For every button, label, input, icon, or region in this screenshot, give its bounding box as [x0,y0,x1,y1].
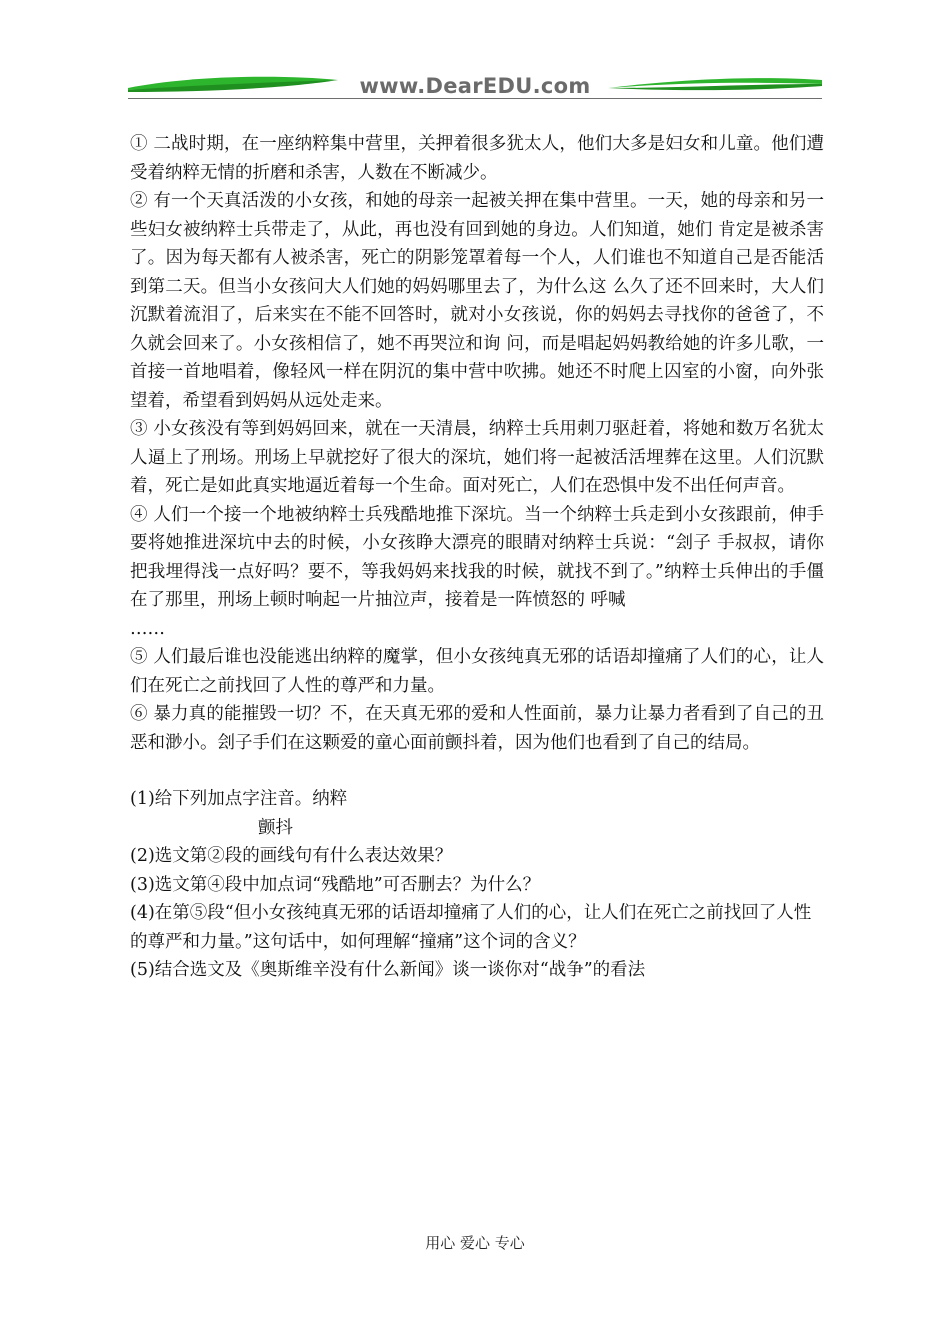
page-header [128,70,822,104]
header-rule [128,98,822,99]
paragraph-4-ellipsis: …… [130,618,165,639]
brand-logo-text: www.DearEDU.com [359,74,591,98]
paragraph-1: ① 二战时期，在一座纳粹集中营里，关押着很多犹太人，他们大多是妇女和儿童。他们遭受着纳粹无情的折磨和杀害，人数在不断减少。 [130,134,824,183]
section-gap [130,757,824,785]
question-2: (2)选文第②段的画线句有什么表达效果？ [130,846,453,866]
question-5: (5)结合选文及《奥斯维辛没有什么新闻》谈一谈你对“战争”的看法 [130,960,646,980]
question-1: (1)给下列加点字注音。纳粹 [130,789,348,809]
question-1-second-word: 颤抖 [258,817,293,838]
question-3: (3)选文第④段中加点词“残酷地”可否删去？为什么？ [130,874,541,895]
document-body [130,130,824,985]
paragraph-4: ④ 人们一个接一个地被纳粹士兵残酷地推下深坑。当一个纳粹士兵走到小女孩跟前，伸手要将她推进深坑中去的时候，小女孩睁大漂亮的眼睛对纳粹士兵说：“刽子 手叔叔，请你把我埋得浅一点好吗？要不，等我妈妈来找我的时候，就找不到了。”纳粹士兵伸出的手僵在了那里，刑场上顿时响起一片抽泣声，接着是一阵愤怒的 呼喊 [130,504,824,610]
paragraph-3: ③ 小女孩没有等到妈妈回来，就在一天清晨，纳粹士兵用刺刀驱赶着，将她和数万名犹太人逼上了刑场。刑场上早就挖好了很大的深坑，她们将一起被活活埋葬在这里。人们沉默着，死亡是如此真实地逼近着每一个生命。面对死亡，人们在恐惧中发不出任何声音。 [130,419,824,496]
paragraph-2: ② 有一个天真活泼的小女孩，和她的母亲一起被关押在集中营里。一天，她的母亲和另一些妇女被纳粹士兵带走了，从此，再也没有回到她的身边。人们知道，她们 肯定是被杀害了。因为每天都有人被杀害，死亡的阴影笼罩着每一个人，人们谁也不知道自己是否能活到第二天。但当小女孩问大人们她的妈妈哪里去了，为什么这 么久了还不回来时，大人们沉默着流泪了，后来实在不能不回答时，就对小女孩说，你的妈妈去寻找你的爸爸了，不久就会回来了。小女孩相信了，她不再哭泣和询 问，而是唱起妈妈教给她的许多儿歌，一首接一首地唱着，像轻风一样在阴沉的集中营中吹拂。她还不时爬上囚室的小窗，向外张望着，希望看到妈妈从远处走来。 [130,191,824,411]
page-footer: 用心 爱心 专心 [425,1234,525,1252]
paragraph-5: ⑤ 人们最后谁也没能逃出纳粹的魔掌，但小女孩纯真无邪的话语却撞痛了人们的心，让人们在死亡之前找回了人性的尊严和力量。 [130,647,824,696]
paragraph-6: ⑥ 暴力真的能摧毁一切？不，在天真无邪的爱和人性面前，暴力让暴力者看到了自己的丑恶和渺小。刽子手们在这颗爱的童心面前颤抖着，因为他们也看到了自己的结局。 [130,704,824,753]
question-4: (4)在第⑤段“但小女孩纯真无邪的话语却撞痛了人们的心，让人们在死亡之前找回了人性的尊严和力量。”这句话中，如何理解“撞痛”这个词的含义？ [130,903,812,952]
